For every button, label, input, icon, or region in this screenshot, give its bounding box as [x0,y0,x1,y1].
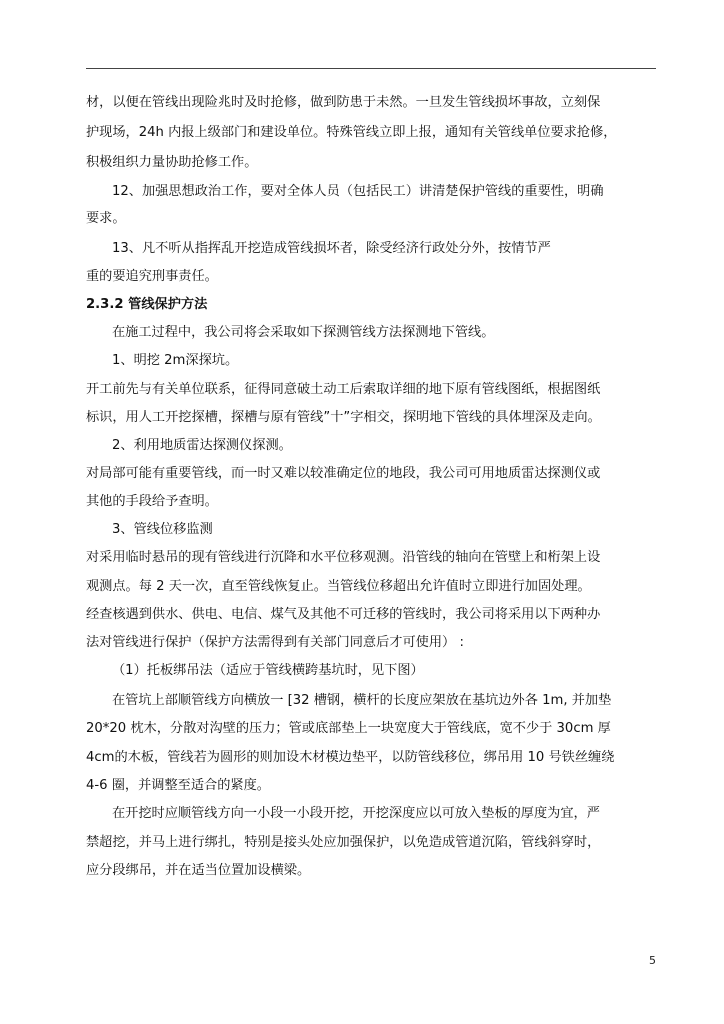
section-heading: 2.3.2 管线保护方法 [86,297,208,312]
paragraph-line: 应分段绑吊，并在适当位置加设横梁。 [86,863,311,878]
paragraph-line: 重的要追究刑事责任。 [86,269,218,284]
paragraph-line: 护现场，24h 内报上级部门和建设单位。特殊管线立即上报，通知有关管线单位要求抢修， [86,125,617,140]
paragraph-line: 在施工过程中，我公司将会采取如下探测管线方法探测地下管线。 [112,325,495,340]
header-rule [86,68,656,69]
paragraph-line: 4cm的木板，管线若为圆形的则加设木材模边垫平，以防管线移位，绑吊用 10 号铁丝缠绕 [86,750,615,765]
paragraph-line: 要求。 [86,211,126,226]
page-number: 5 [649,954,656,967]
list-item-heading: 2、利用地质雷达探测仪探测。 [112,438,292,453]
paragraph-line: 材，以便在管线出现险兆时及时抢修，做到防患于未然。一旦发生管线损坏事故，立刻保 [86,95,601,110]
paragraph-line: 12、加强思想政治工作，要对全体人员（包括民工）讲清楚保护管线的重要性，明确 [112,184,604,199]
paragraph-line: 法对管线进行保护（保护方法需得到有关部门同意后才可使用） : [86,635,464,650]
paragraph-line: 13、凡不听从指挥乱开挖造成管线损坏者，除受经济行政处分外，按情节严 [112,241,551,256]
paragraph-line: 对局部可能有重要管线，而一时又难以较准确定位的地段，我公司可用地质雷达探测仪或 [86,466,601,481]
paragraph-line: 禁超挖，并马上进行绑扎，特别是接头处应加强保护，以免造成管道沉陷，管线斜穿时， [86,835,601,850]
paragraph-line: 4-6 圈，并调整至适合的紧度。 [86,778,270,793]
paragraph-line: 在管坑上部顺管线方向横放一 [32 槽钢，横杆的长度应架放在基坑边外各 1m, 并加垫 [112,693,612,708]
paragraph-line: 积极组织力量协助抢修工作。 [86,155,258,170]
method-heading: （1）托板绑吊法（适应于管线横跨基坑时，见下图） [112,663,424,678]
paragraph-line: 经查核遇到供水、供电、电信、煤气及其他不可迁移的管线时，我公司将采用以下两种办 [86,607,601,622]
paragraph-line: 20*20 枕木，分散对沟壁的压力；管或底部垫上一块宽度大于管线底，宽不少于 30cm 厚 [86,721,611,736]
list-item-heading: 1、明挖 2m深探坑。 [112,353,239,368]
paragraph-line: 观测点。每 2 天一次，直至管线恢复止。当管线位移超出允许值时立即进行加固处理。 [86,579,591,594]
paragraph-line: 开工前先与有关单位联系，征得同意破土动工后索取详细的地下原有管线图纸，根据图纸 [86,382,601,397]
list-item-heading: 3、管线位移监测 [112,522,213,537]
paragraph-line: 在开挖时应顺管线方向一小段一小段开挖，开挖深度应以可放入垫板的厚度为宜，严 [112,806,600,821]
paragraph-line: 标识，用人工开挖探槽，探槽与原有管线”十”字相交，探明地下管线的具体埋深及走向。 [86,410,601,425]
paragraph-line: 对采用临时悬吊的现有管线进行沉降和水平位移观测。沿管线的轴向在管壁上和桁架上设 [86,550,601,565]
paragraph-line: 其他的手段给予查明。 [86,494,218,509]
